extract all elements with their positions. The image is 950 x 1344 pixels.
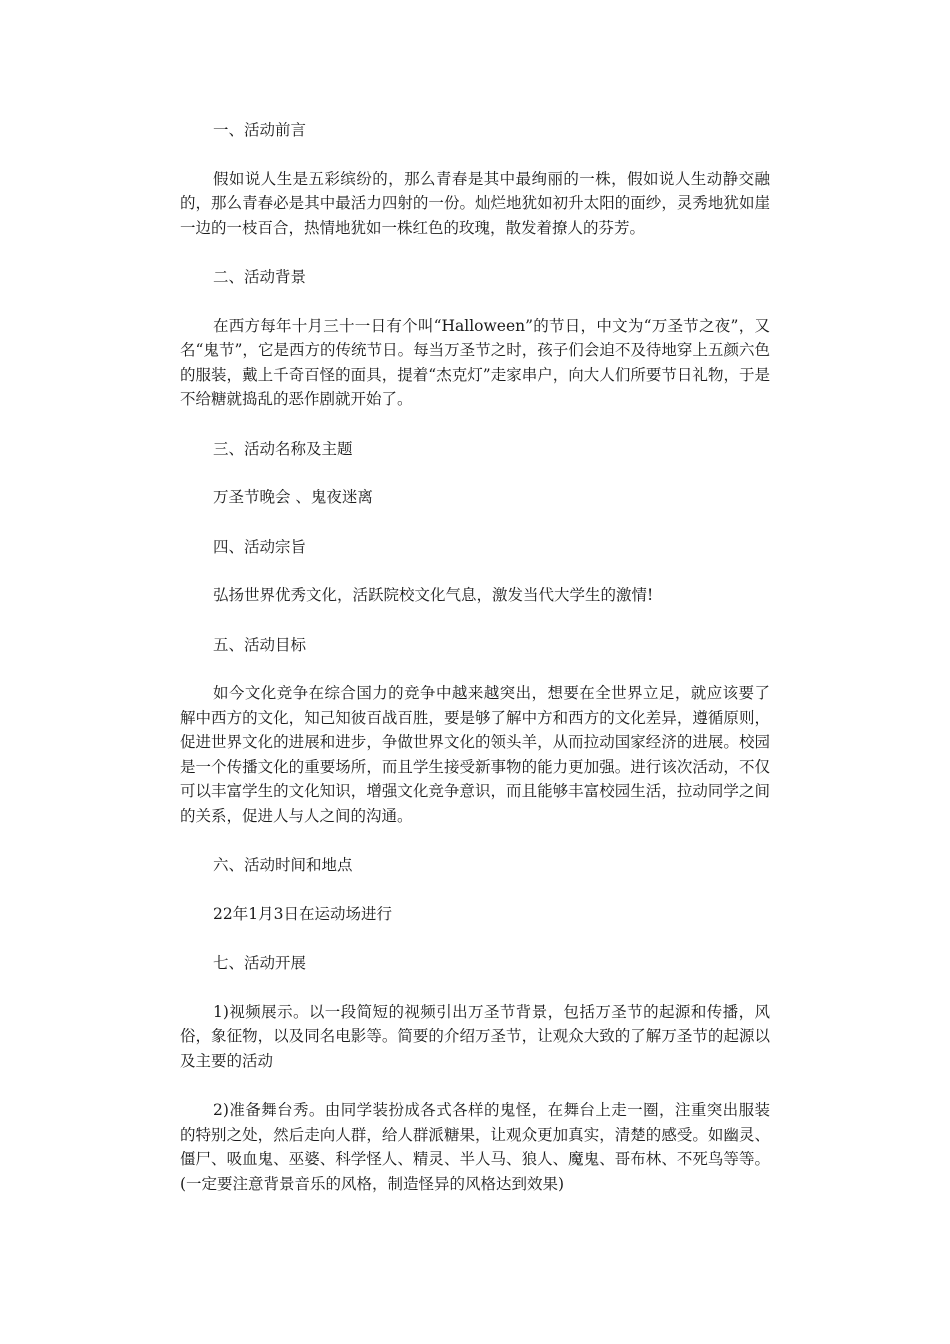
section-body-name-theme: 万圣节晚会 、鬼夜迷离 bbox=[213, 488, 373, 506]
section-heading-background: 二、活动背景 bbox=[213, 268, 307, 286]
section-body-goals: 如今文化竞争在综合国力的竞争中越来越突出，想要在全世界立足，就应该要了解中西方的文化，知己知彼百战百胜，要是够了解中方和西方的文化差异，遵循原则，促进世界文化的进展和进步，争做世界文化的领头羊，从而拉动国家经济的进展。校园是一个传播文化的重要场所，而且学生接受新事物的能力更加强。进行该次活动，不仅可以丰富学生的文化知识，增强文化竞争意识，而且能够丰富校园生活，拉动同学之间的关系，促进人与人之间的沟通。 bbox=[180, 684, 770, 825]
section-heading-name-theme: 三、活动名称及主题 bbox=[213, 439, 353, 458]
section-heading-activities: 七、活动开展 bbox=[213, 954, 307, 972]
activity-item-video: 1)视频展示。以一段简短的视频引出万圣节背景，包括万圣节的起源和传播，风俗，象征物，以及同名电影等。简要的介绍万圣节，让观众大致的了解万圣节的起源以及主要的活动 bbox=[180, 1002, 770, 1070]
activity-item-stage-show: 2)准备舞台秀。由同学装扮成各式各样的鬼怪，在舞台上走一圈，注重突出服装的特别之处，然后走向人群，给人群派糖果，让观众更加真实，清楚的感受。如幽灵、僵尸、吸血鬼、巫婆、科学怪人、精灵、半人马、狼人、魔鬼、哥布林、不死鸟等等。(一定要注意背景音乐的风格，制造怪异的风格达到效果) bbox=[180, 1101, 770, 1193]
section-body-foreword: 假如说人生是五彩缤纷的，那么青春是其中最绚丽的一株，假如说人生动静交融的，那么青春必是其中最活力四射的一份。灿烂地犹如初升太阳的面纱，灵秀地犹如崖一边的一枝百合，热情地犹如一株红色的玫瑰，散发着撩人的芬芳。 bbox=[180, 169, 770, 237]
section-body-time-place: 22年1月3日在运动场进行 bbox=[213, 904, 392, 923]
section-heading-goals: 五、活动目标 bbox=[213, 635, 307, 654]
section-heading-purpose: 四、活动宗旨 bbox=[213, 537, 307, 556]
section-heading-foreword: 一、活动前言 bbox=[213, 121, 307, 139]
document-body bbox=[180, 118, 770, 1196]
section-body-background: 在西方每年十月三十一日有个叫“Halloween”的节日，中文为“万圣节之夜”，又名“鬼节”，它是西方的传统节日。每当万圣节之时，孩子们会迫不及待地穿上五颜六色的服装，戴上千奇百怪的面具，提着“杰克灯”走家串户，向大人们所要节日礼物，于是不给糖就捣乱的恶作剧就开始了。 bbox=[180, 316, 770, 408]
section-heading-time-place: 六、活动时间和地点 bbox=[213, 856, 353, 874]
section-body-purpose: 弘扬世界优秀文化，活跃院校文化气息，激发当代大学生的激情! bbox=[213, 586, 654, 604]
